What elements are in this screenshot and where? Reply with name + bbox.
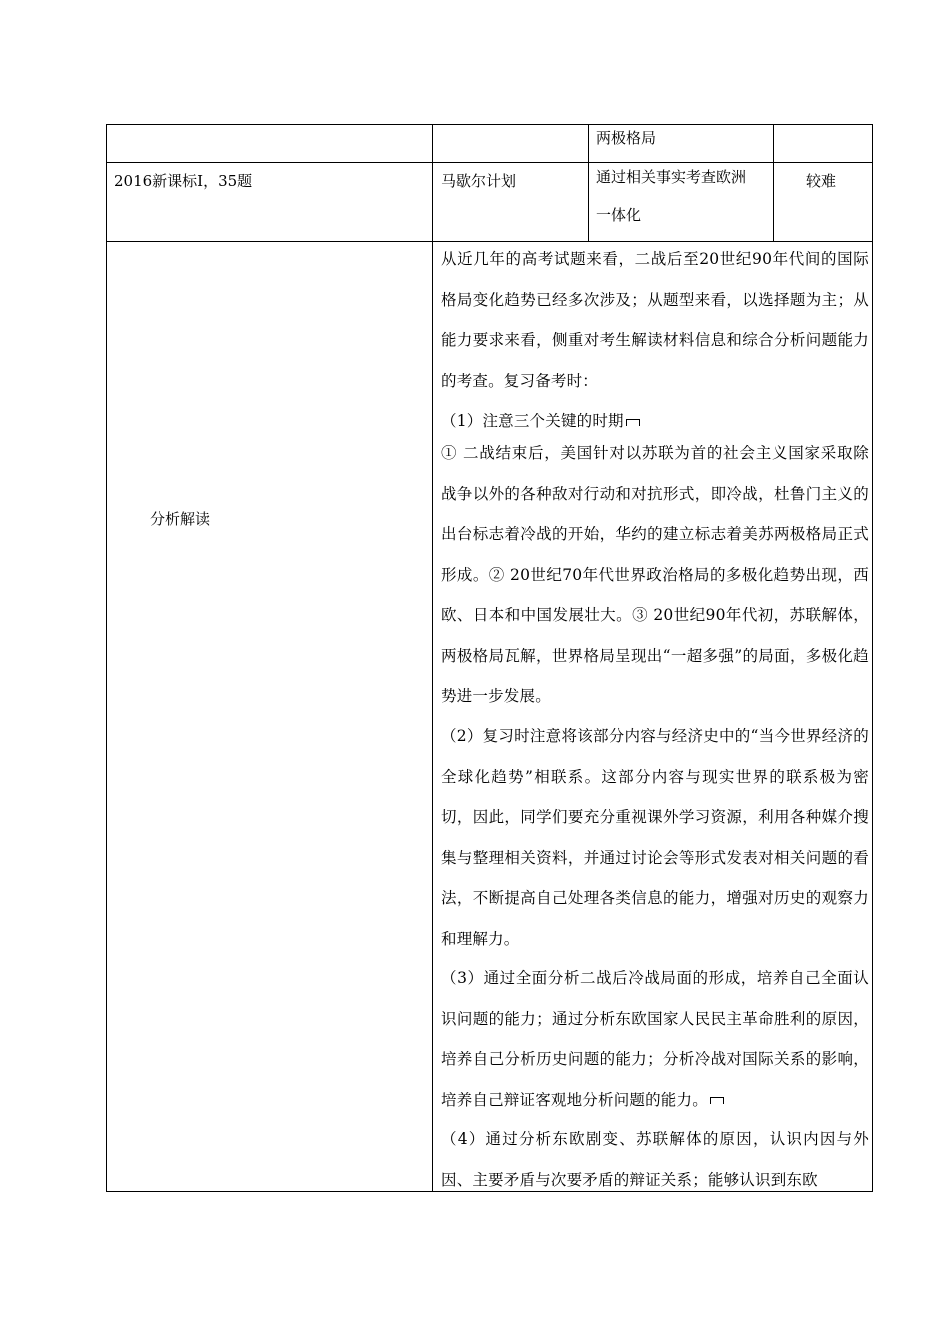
row2-difficulty: 较难 xyxy=(806,172,837,190)
column-divider xyxy=(773,124,774,242)
row-divider xyxy=(106,162,873,163)
analysis-label: 分析解读 xyxy=(150,510,211,528)
column-divider xyxy=(432,124,433,1192)
analysis-paragraph-6: （4）通过分析东欧剧变、苏联解体的原因，认识内因与外因、主要矛盾与次要矛盾的辩证关系；能够认识到东欧 xyxy=(441,1130,869,1189)
row2-exam-source: 2016新课标Ⅰ，35题 xyxy=(114,172,253,190)
analysis-paragraph-3: ① 二战结束后，美国针对以苏联为首的社会主义国家采取除战争以外的各种敌对行动和对抗形式，即冷战，杜鲁门主义的出台标志着冷战的开始，华约的建立标志着美苏两极格局正式形成。② 20世纪70年代世界政治格局的多极化趋势出现，西欧、日本和中国发展壮大。③ 20世纪90年代初，苏联解体，两极格局瓦解，世界格局呈现出“一超多强”的局面，多极化趋势进一步发展。 xyxy=(441,444,869,705)
edit-mark-icon xyxy=(626,419,640,426)
row2-description-line2: 一体化 xyxy=(596,206,642,224)
analysis-paragraph-5-text: （3）通过全面分析二战后冷战局面的形成，培养自己全面认识问题的能力；通过分析东欧国家人民民主革命胜利的原因，培养自己分析历史问题的能力；分析冷战对国际关系的影响，培养自己辩证客观地分析问题的能力。 xyxy=(441,969,869,1109)
row2-topic: 马歇尔计划 xyxy=(441,172,517,190)
edit-mark-icon xyxy=(710,1097,724,1104)
row2-description-line1: 通过相关事实考查欧洲 xyxy=(596,168,747,186)
column-divider xyxy=(588,124,589,242)
analysis-paragraph-1: 从近几年的高考试题来看，二战后至20世纪90年代间的国际格局变化趋势已经多次涉及；从题型来看，以选择题为主；从能力要求来看，侧重对考生解读材料信息和综合分析问题能力的考查。复习备考时： xyxy=(441,250,869,390)
analysis-paragraph-4: （2）复习时注意将该部分内容与经济史中的“当今世界经济的全球化趋势”相联系。这部分内容与现实世界的联系极为密切，因此，同学们要充分重视课外学习资源，利用各种媒介搜集与整理相关资料，并通过讨论会等形式发表对相关问题的看法，不断提高自己处理各类信息的能力，增强对历史的观察力和理解力。 xyxy=(441,727,869,948)
row1-col3-text: 两极格局 xyxy=(596,129,657,147)
analysis-paragraph-5 xyxy=(441,958,869,1120)
analysis-paragraph-2-text: （1）注意三个关键的时期 xyxy=(441,412,624,430)
